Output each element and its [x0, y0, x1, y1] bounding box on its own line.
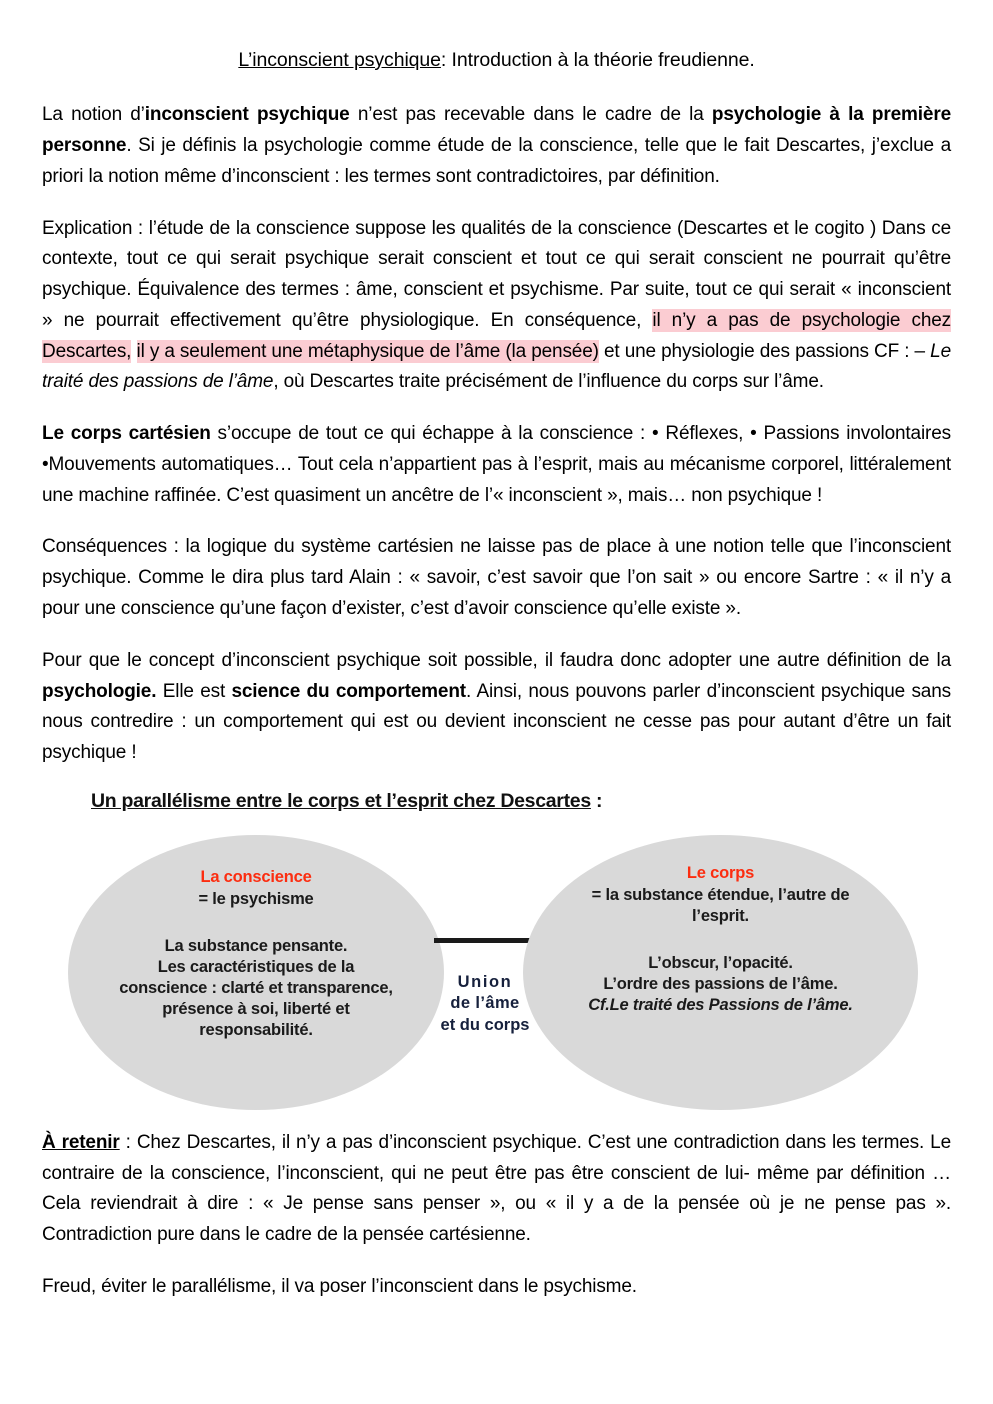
diagram-heading-rest: : — [590, 789, 603, 812]
paragraph-3 — [42, 419, 951, 511]
paragraph-5 — [42, 646, 951, 769]
p7-seg1: Freud, éviter le parallélisme, il va poser l’inconscient dans le psychisme. — [42, 1275, 637, 1297]
p5-seg2: Elle est — [156, 680, 232, 702]
paragraph-2 — [42, 214, 951, 399]
p2-highlight-1: il n’y a pas de psychologie chez Descartes, — [42, 309, 951, 362]
ellipse-conscience-body-line-3: conscience : clarté et transparence, — [119, 979, 393, 998]
union-label-line-2: de l’âme — [450, 994, 520, 1013]
ellipse-corps-title: Le corps — [686, 863, 755, 882]
parallelism-diagram — [42, 790, 951, 1120]
diagram-heading-underlined: Un parallélisme entre le corps et l’esprit chez Descartes — [91, 789, 591, 812]
p2-highlight-2: il y a seulement une métaphysique de l’âme (la pensée) — [136, 340, 599, 362]
union-connector-line — [434, 938, 534, 943]
p5-bold1: psychologie. — [42, 680, 157, 702]
paragraph-6 — [42, 1128, 951, 1251]
ellipse-corps-body — [588, 953, 852, 1016]
ellipse-conscience-body — [119, 936, 392, 1042]
page-title-rest: : Introduction à la théorie freudienne. — [440, 49, 755, 71]
ellipse-corps-subtitle-line-1: = la substance étendue, l’autre de — [591, 885, 850, 904]
diagram-heading — [91, 790, 602, 813]
union-label-line-3: et du corps — [440, 1015, 530, 1034]
p6-seg1: : Chez Descartes, il n’y a pas d’inconscient psychique. C’est une contradiction dans les termes. Le contraire de la conscience, l’inconscient, qui ne peut être pas être conscient de lui- même par définition …Cela reviendrait à dire : « Je pense sans penser », ou « il y a de la pensée où je ne pense pas ». Contradiction pure dans le cadre de la pensée cartésienne. — [42, 1131, 951, 1246]
p3-seg1: s’occupe de tout ce qui échappe à la conscience : • Réflexes, • Passions involontaires •Mouvements automatiques… Tout cela n’appartient pas à l’esprit, mais au mécanisme corporel, littéralement une machine raffinée. C’est quasiment un ancêtre de l’« inconscient », mais… non psychique ! — [42, 423, 951, 506]
ellipse-corps-subtitle — [592, 885, 850, 927]
p2-seg1: Explication : l’étude de la conscience suppose les qualités de la conscience (Descartes et le cogito ) Dans ce contexte, tout ce qui serait psychique serait conscient et tout ce qui serait conscient ne pourrait qu’être psychique. Équivalence des termes : âme, conscient et psychisme. Par suite, tout ce qui serait « inconscient » ne pourrait effectivement qu’être physiologique. En conséquence, — [42, 217, 951, 331]
ellipse-conscience-body-line-4: présence à soi, liberté et — [162, 1000, 350, 1019]
page-title — [42, 46, 951, 74]
p1-seg2: n’est pas recevable dans le cadre de la — [349, 104, 712, 126]
p6-bold-underlined: À retenir — [42, 1131, 120, 1153]
paragraph-4 — [42, 532, 951, 624]
p4-seg1: Conséquences : la logique du système cartésien ne laisse pas de place à une notion telle que l’inconscient psychique. Comme le dira plus tard Alain : « savoir, c’est savoir que l’on sait » ou encore Sartre : « il n’y a pour une conscience qu’une façon d’exister, c’est d’avoir conscience qu’elle existe ». — [42, 536, 951, 619]
p2-seg2: et une physiologie des passions CF : – — [598, 340, 931, 362]
ellipse-corps-body-line-2: L’ordre des passions de l’âme. — [603, 975, 838, 994]
ellipse-corps-body-line-1: L’obscur, l’opacité. — [648, 954, 793, 973]
p1-seg1: La notion d’ — [42, 104, 145, 126]
ellipse-conscience-body-line-5: responsabilité. — [199, 1021, 313, 1040]
p5-bold2: science du comportement — [231, 680, 466, 702]
p2-italic-title: Le traité des passions de l’âme — [42, 340, 951, 393]
ellipse-corps-subtitle-line-2: l’esprit. — [692, 907, 749, 926]
paragraph-7 — [42, 1272, 951, 1303]
p2-seg3: , où Descartes traite précisément de l’influence du corps sur l’âme. — [273, 371, 824, 393]
page-title-underlined: L’inconscient psychique — [238, 49, 441, 71]
p1-seg3: . Si je définis la psychologie comme étude de la conscience, telle que le fait Descartes, j’exclue a priori la notion même d’inconscient : les termes sont contradictoires, par définition. — [42, 135, 951, 187]
p1-bold2: psychologie à la première personne — [42, 104, 952, 157]
ellipse-corps — [523, 835, 918, 1110]
ellipse-conscience-body-line-2: Les caractéristiques de la — [157, 958, 355, 977]
ellipse-corps-body-line-3: Cf.Le traité des Passions de l’âme. — [588, 996, 853, 1015]
p1-bold1: inconscient psychique — [144, 104, 350, 126]
ellipse-conscience-title: La conscience — [200, 867, 312, 886]
union-label-line-1: Union — [457, 972, 513, 991]
ellipse-conscience-body-line-1: La substance pensante. — [164, 937, 348, 956]
p2-space — [131, 341, 136, 362]
p5-seg1: Pour que le concept d’inconscient psychique soit possible, il faudra donc adopter une autre définition de la — [42, 649, 951, 671]
paragraph-1 — [42, 100, 951, 192]
ellipse-conscience — [68, 835, 444, 1110]
ellipse-conscience-subtitle: = le psychisme — [198, 889, 314, 908]
p5-seg3: . Ainsi, nous pouvons parler d’inconscient psychique sans nous contredire : un comportement qui est ou devient inconscient ne cesse pas pour autant d’être un fait psychique ! — [42, 680, 951, 764]
p3-bold1: Le corps cartésien — [42, 423, 211, 445]
